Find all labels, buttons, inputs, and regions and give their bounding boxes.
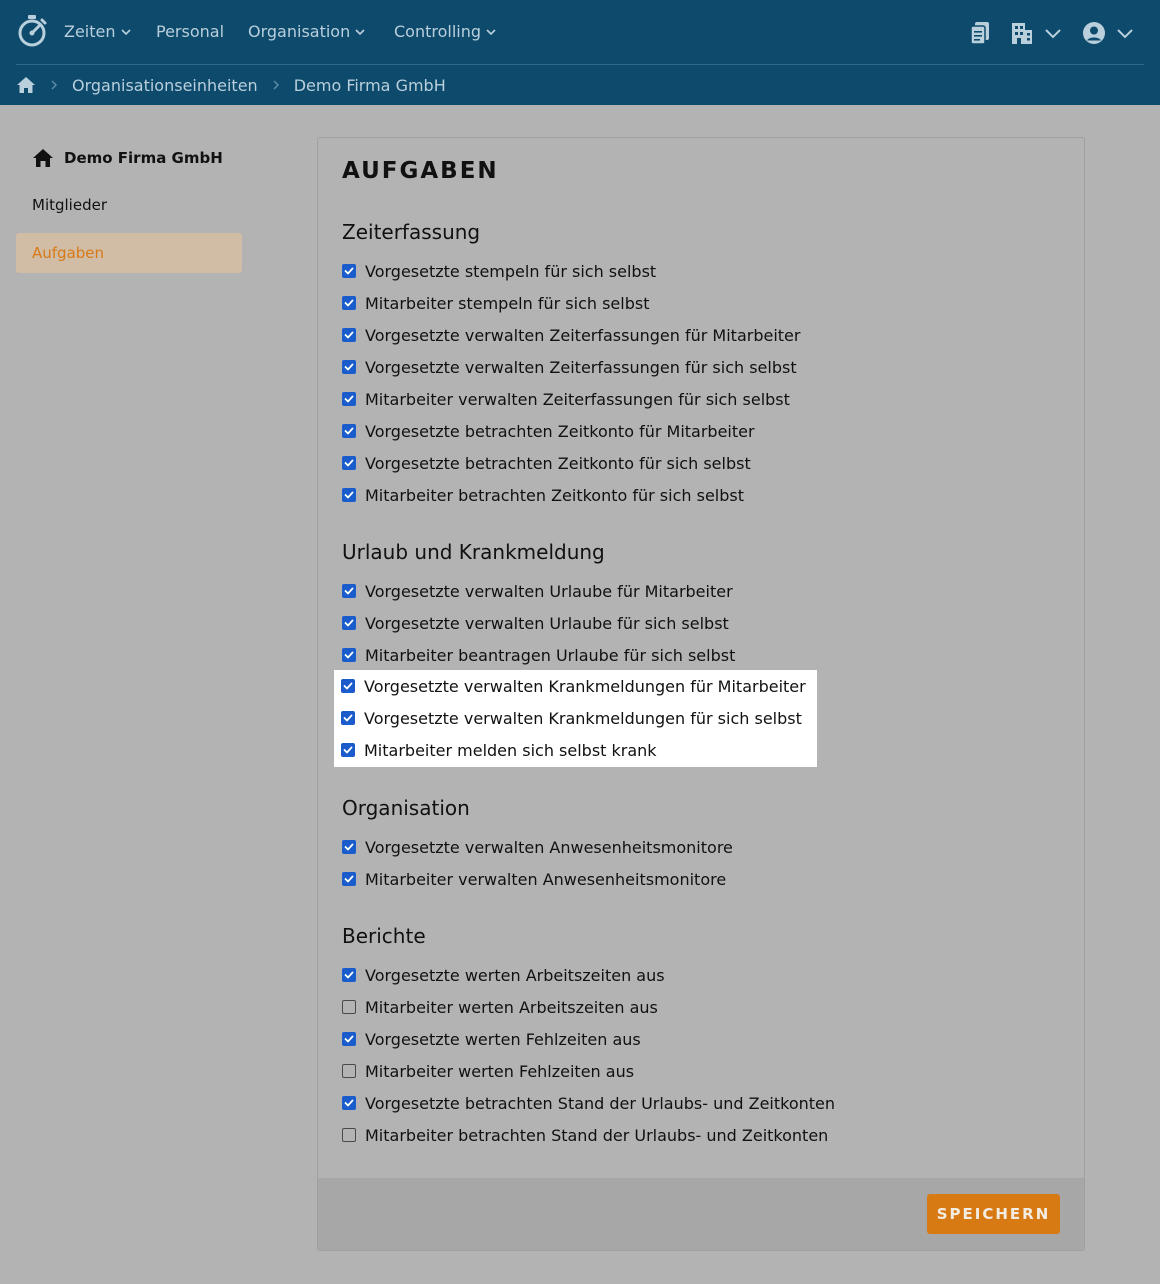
checkbox-checked[interactable] [342, 1096, 356, 1110]
task-checkbox-label: Vorgesetzte werten Fehlzeiten aus [365, 1029, 641, 1049]
chevron-down-icon [354, 26, 366, 38]
checkbox-checked[interactable] [342, 968, 356, 982]
building-icon [1010, 21, 1034, 45]
task-checkbox-label: Vorgesetzte verwalten Krankmeldungen für sich selbst [364, 708, 802, 728]
sidebar-item-aufgaben[interactable]: Aufgaben [16, 233, 242, 273]
top-navigation [0, 0, 1160, 64]
clipboard-list-icon[interactable] [969, 21, 991, 45]
task-checkbox-label: Vorgesetzte verwalten Zeiterfassungen für sich selbst [365, 357, 797, 377]
task-checkbox-label: Mitarbeiter beantragen Urlaube für sich selbst [365, 645, 736, 665]
task-checkbox-row[interactable] [342, 1091, 835, 1115]
nav-zeiten[interactable] [64, 20, 132, 44]
chevron-down-icon [1044, 26, 1062, 40]
checkbox-checked[interactable] [342, 296, 356, 310]
task-checkbox-row[interactable] [342, 259, 656, 283]
checkbox-checked[interactable] [342, 584, 356, 598]
task-checkbox-label: Vorgesetzte verwalten Urlaube für sich selbst [365, 613, 729, 633]
section-title: Zeiterfassung [342, 220, 481, 244]
sidebar-title [32, 145, 223, 171]
checkbox-checked[interactable] [342, 392, 356, 406]
task-checkbox-row[interactable] [342, 355, 797, 379]
stopwatch-logo-icon[interactable] [16, 14, 48, 48]
home-icon [32, 148, 54, 168]
task-checkbox-row[interactable] [341, 738, 657, 762]
card-footer [318, 1178, 1084, 1251]
task-checkbox-label: Mitarbeiter betrachten Zeitkonto für sich selbst [365, 485, 744, 505]
task-checkbox-label: Mitarbeiter melden sich selbst krank [364, 740, 657, 760]
nav-controlling-label: Controlling [394, 22, 482, 41]
task-checkbox-row[interactable] [342, 995, 658, 1019]
checkbox-checked[interactable] [342, 456, 356, 470]
task-checkbox-label: Vorgesetzte verwalten Anwesenheitsmonitore [365, 837, 733, 857]
checkbox-checked[interactable] [342, 872, 356, 886]
user-account-icon [1082, 21, 1106, 45]
nav-personal[interactable] [156, 20, 224, 44]
task-checkbox-row[interactable] [341, 674, 806, 698]
chevron-down-icon [1116, 26, 1134, 40]
task-checkbox-label: Vorgesetzte verwalten Urlaube für Mitarbeiter [365, 581, 733, 601]
checkbox-unchecked[interactable] [342, 1000, 356, 1014]
nav-organisation-label: Organisation [248, 22, 351, 41]
checkbox-unchecked[interactable] [342, 1064, 356, 1078]
task-checkbox-row[interactable] [342, 643, 735, 667]
task-checkbox-row[interactable] [342, 291, 649, 315]
checkbox-checked[interactable] [342, 1032, 356, 1046]
nav-zeiten-label: Zeiten [64, 22, 116, 41]
checkbox-checked[interactable] [342, 360, 356, 374]
checkbox-checked[interactable] [341, 679, 355, 693]
checkbox-checked[interactable] [342, 648, 356, 662]
task-checkbox-label: Vorgesetzte werten Arbeitszeiten aus [365, 965, 665, 985]
save-button[interactable]: SPEICHERN [927, 1194, 1060, 1234]
checkbox-checked[interactable] [341, 743, 355, 757]
checkbox-checked[interactable] [341, 711, 355, 725]
app-header [0, 0, 1160, 105]
task-checkbox-row[interactable] [342, 387, 790, 411]
task-checkbox-label: Vorgesetzte verwalten Krankmeldungen für Mitarbeiter [364, 676, 806, 696]
breadcrumb [16, 73, 446, 97]
task-checkbox-label: Vorgesetzte betrachten Zeitkonto für sich selbst [365, 453, 751, 473]
checkbox-checked[interactable] [342, 424, 356, 438]
section-title: Urlaub und Krankmeldung [342, 540, 605, 564]
task-checkbox-label: Mitarbeiter werten Arbeitszeiten aus [365, 997, 658, 1017]
checkbox-checked[interactable] [342, 488, 356, 502]
task-checkbox-row[interactable] [342, 1027, 641, 1051]
section-title: Organisation [342, 796, 470, 820]
header-divider [16, 64, 1144, 65]
task-checkbox-label: Vorgesetzte verwalten Zeiterfassungen für Mitarbeiter [365, 325, 801, 345]
chevron-right-icon [49, 79, 59, 91]
chevron-right-icon [271, 79, 281, 91]
chevron-down-icon [120, 26, 132, 38]
checkbox-checked[interactable] [342, 840, 356, 854]
task-checkbox-label: Mitarbeiter verwalten Anwesenheitsmonitore [365, 869, 727, 889]
task-checkbox-label: Vorgesetzte betrachten Zeitkonto für Mitarbeiter [365, 421, 755, 441]
task-checkbox-label: Vorgesetzte betrachten Stand der Urlaubs- und Zeitkonten [365, 1093, 836, 1113]
section-title: Berichte [342, 924, 426, 948]
sidebar-item-mitglieder[interactable]: Mitglieder [32, 196, 107, 214]
task-checkbox-row[interactable] [342, 451, 751, 475]
task-checkbox-row[interactable] [342, 419, 755, 443]
task-checkbox-row[interactable] [342, 483, 744, 507]
page-title: AUFGABEN [342, 158, 499, 184]
task-checkbox-label: Mitarbeiter verwalten Zeiterfassungen für sich selbst [365, 389, 790, 409]
task-checkbox-row[interactable] [342, 323, 800, 347]
task-checkbox-row[interactable] [342, 835, 733, 859]
home-icon[interactable] [16, 76, 36, 94]
task-checkbox-row[interactable] [341, 706, 802, 730]
task-checkbox-row[interactable] [342, 1123, 828, 1147]
nav-organisation[interactable] [248, 20, 366, 44]
chevron-down-icon [485, 26, 497, 38]
task-checkbox-label: Mitarbeiter stempeln für sich selbst [365, 293, 650, 313]
checkbox-checked[interactable] [342, 616, 356, 630]
checkbox-unchecked[interactable] [342, 1128, 356, 1142]
checkbox-checked[interactable] [342, 328, 356, 342]
breadcrumb-organisationseinheiten[interactable]: Organisationseinheiten [72, 75, 258, 95]
sidebar-title-label: Demo Firma GmbH [64, 149, 223, 167]
checkbox-checked[interactable] [342, 264, 356, 278]
task-checkbox-row[interactable] [342, 579, 733, 603]
task-checkbox-row[interactable] [342, 611, 729, 635]
task-checkbox-label: Mitarbeiter werten Fehlzeiten aus [365, 1061, 635, 1081]
nav-personal-label: Personal [156, 22, 225, 41]
task-checkbox-row[interactable] [342, 1059, 634, 1083]
user-menu[interactable] [1082, 20, 1134, 46]
task-checkbox-row[interactable] [342, 867, 726, 891]
organisation-switcher[interactable] [1010, 20, 1062, 46]
task-checkbox-label: Mitarbeiter betrachten Stand der Urlaubs- und Zeitkonten [365, 1125, 829, 1145]
nav-controlling[interactable] [394, 20, 497, 44]
breadcrumb-current[interactable]: Demo Firma GmbH [293, 75, 446, 95]
task-checkbox-label: Vorgesetzte stempeln für sich selbst [365, 261, 657, 281]
task-checkbox-row[interactable] [342, 963, 665, 987]
